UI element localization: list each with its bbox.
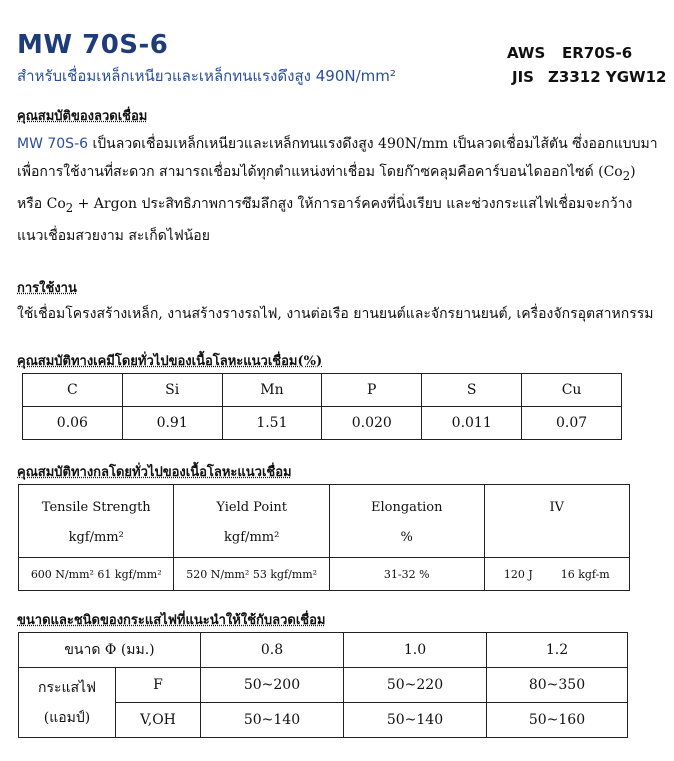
current-row-f	[19, 668, 628, 703]
position-f: F	[116, 668, 201, 703]
mech-yield-unit: kgf/mm²	[224, 530, 280, 545]
properties-paragraph	[17, 130, 667, 250]
aws-label: AWS	[507, 44, 546, 62]
mech-value-elongation: 31-32 %	[329, 558, 484, 591]
mech-header-elongation	[329, 485, 484, 558]
chem-value-c: 0.06	[23, 407, 123, 440]
chem-value-cu: 0.07	[522, 407, 622, 440]
subscript-2: 2	[622, 168, 631, 183]
position-voh: V,OH	[116, 703, 201, 738]
mechanical-heading: คุณสมบัติทางกลโดยทั่วไปของเนื้อโลหะแนวเชื่อม	[17, 465, 292, 480]
chemical-header-row	[23, 374, 622, 407]
mech-header-yield	[174, 485, 329, 558]
chem-header-cu: Cu	[522, 374, 622, 407]
chem-value-mn: 1.51	[222, 407, 322, 440]
mechanical-value-row	[19, 558, 630, 591]
properties-line-2	[17, 158, 667, 190]
current-f-1-2: 80~350	[487, 668, 628, 703]
properties-line-3-a: หรือ Co	[17, 195, 66, 212]
mech-value-tensile: 600 N/mm² 61 kgf/mm²	[19, 558, 174, 591]
chemical-value-row	[23, 407, 622, 440]
size-1-2: 1.2	[487, 633, 628, 668]
properties-heading: คุณสมบัติของลวดเชื่อม	[17, 109, 148, 124]
product-title: MW 70S-6	[17, 30, 169, 60]
current-label	[19, 668, 116, 738]
mech-tensile-name: Tensile Strength	[41, 500, 151, 515]
current-f-1-0: 50~220	[344, 668, 487, 703]
mech-elongation-unit: %	[400, 530, 413, 545]
properties-line-3	[17, 190, 667, 222]
properties-line-3-b: + Argon ประสิทธิภาพการซึมลึกสูง ให้การอาร์คคงที่นิ่งเรียบ และช่วงกระแสไฟเชื่อมจะกว้าง	[73, 195, 633, 212]
chem-header-mn: Mn	[222, 374, 322, 407]
properties-line-2-text: เพื่อการใช้งานที่สะดวก สามารถเชื่อมได้ทุกตำแหน่งท่าเชื่อม โดยก๊าซคลุมคือคาร์บอนไดออกไซด์ (Co	[17, 164, 623, 180]
chemical-table	[22, 373, 622, 440]
aws-value: ER70S-6	[562, 44, 633, 62]
mechanical-header-row	[19, 485, 630, 558]
current-voh-0-8: 50~140	[201, 703, 344, 738]
chem-header-c: C	[23, 374, 123, 407]
current-heading: ขนาดและชนิดของกระแสไฟที่แนะนำให้ใช้กับลวดเชื่อม	[17, 613, 326, 628]
chem-value-si: 0.91	[122, 407, 222, 440]
chem-header-si: Si	[122, 374, 222, 407]
jis-value: Z3312 YGW12	[548, 68, 667, 86]
mech-value-yield: 520 N/mm² 53 kgf/mm²	[174, 558, 329, 591]
jis-label: JIS	[512, 68, 534, 86]
subscript-2b: 2	[65, 200, 74, 215]
usage-heading: การใช้งาน	[17, 281, 77, 296]
properties-line-4: แนวเชื่อมสวยงาม สะเก็ดไฟน้อย	[17, 227, 210, 244]
mech-tensile-unit: kgf/mm²	[68, 530, 124, 545]
current-voh-1-0: 50~140	[344, 703, 487, 738]
mech-header-tensile	[19, 485, 174, 558]
properties-line-2-end: )	[630, 164, 636, 180]
size-row	[19, 633, 628, 668]
product-subtitle: สำหรับเชื่อมเหล็กเหนียวและเหล็กทนแรงดึงสูง 490N/mm²	[17, 67, 396, 85]
current-voh-1-2: 50~160	[487, 703, 628, 738]
properties-line-1	[17, 130, 667, 158]
mech-header-iv	[484, 485, 629, 558]
chem-header-s: S	[422, 374, 522, 407]
usage-text: ใช้เชื่อมโครงสร้างเหล็ก, งานสร้างรางรถไฟ, งานต่อเรือ ยานยนต์และจักรยานยนต์, เครื่องจักรอุตสาหกรรม	[17, 306, 654, 322]
mech-iv-name: IV	[549, 500, 565, 515]
current-label-1: กระแสไฟ	[37, 679, 97, 696]
mechanical-table	[18, 484, 630, 591]
properties-line-1-text: เป็นลวดเชื่อมเหล็กเหนียวและเหล็กทนแรงดึงสูง 490N/mm เป็นลวดเชื่อมไส้ตัน ซึ่งออกแบบมา	[92, 136, 658, 152]
chem-value-s: 0.011	[422, 407, 522, 440]
product-name: MW 70S-6	[17, 136, 89, 152]
chemical-heading: คุณสมบัติทางเคมีโดยทั่วไปของเนื้อโลหะแนวเชื่อม(%)	[17, 354, 323, 369]
chem-header-p: P	[322, 374, 422, 407]
size-0-8: 0.8	[201, 633, 344, 668]
mech-value-iv: 120 J 16 kgf-m	[484, 558, 629, 591]
size-1-0: 1.0	[344, 633, 487, 668]
size-label: ขนาด Φ (มม.)	[19, 633, 201, 668]
current-table	[18, 632, 628, 738]
current-f-0-8: 50~200	[201, 668, 344, 703]
chem-value-p: 0.020	[322, 407, 422, 440]
mech-yield-name: Yield Point	[216, 500, 287, 515]
current-label-2: (แอมป์)	[43, 709, 91, 726]
mech-elongation-name: Elongation	[370, 500, 443, 515]
